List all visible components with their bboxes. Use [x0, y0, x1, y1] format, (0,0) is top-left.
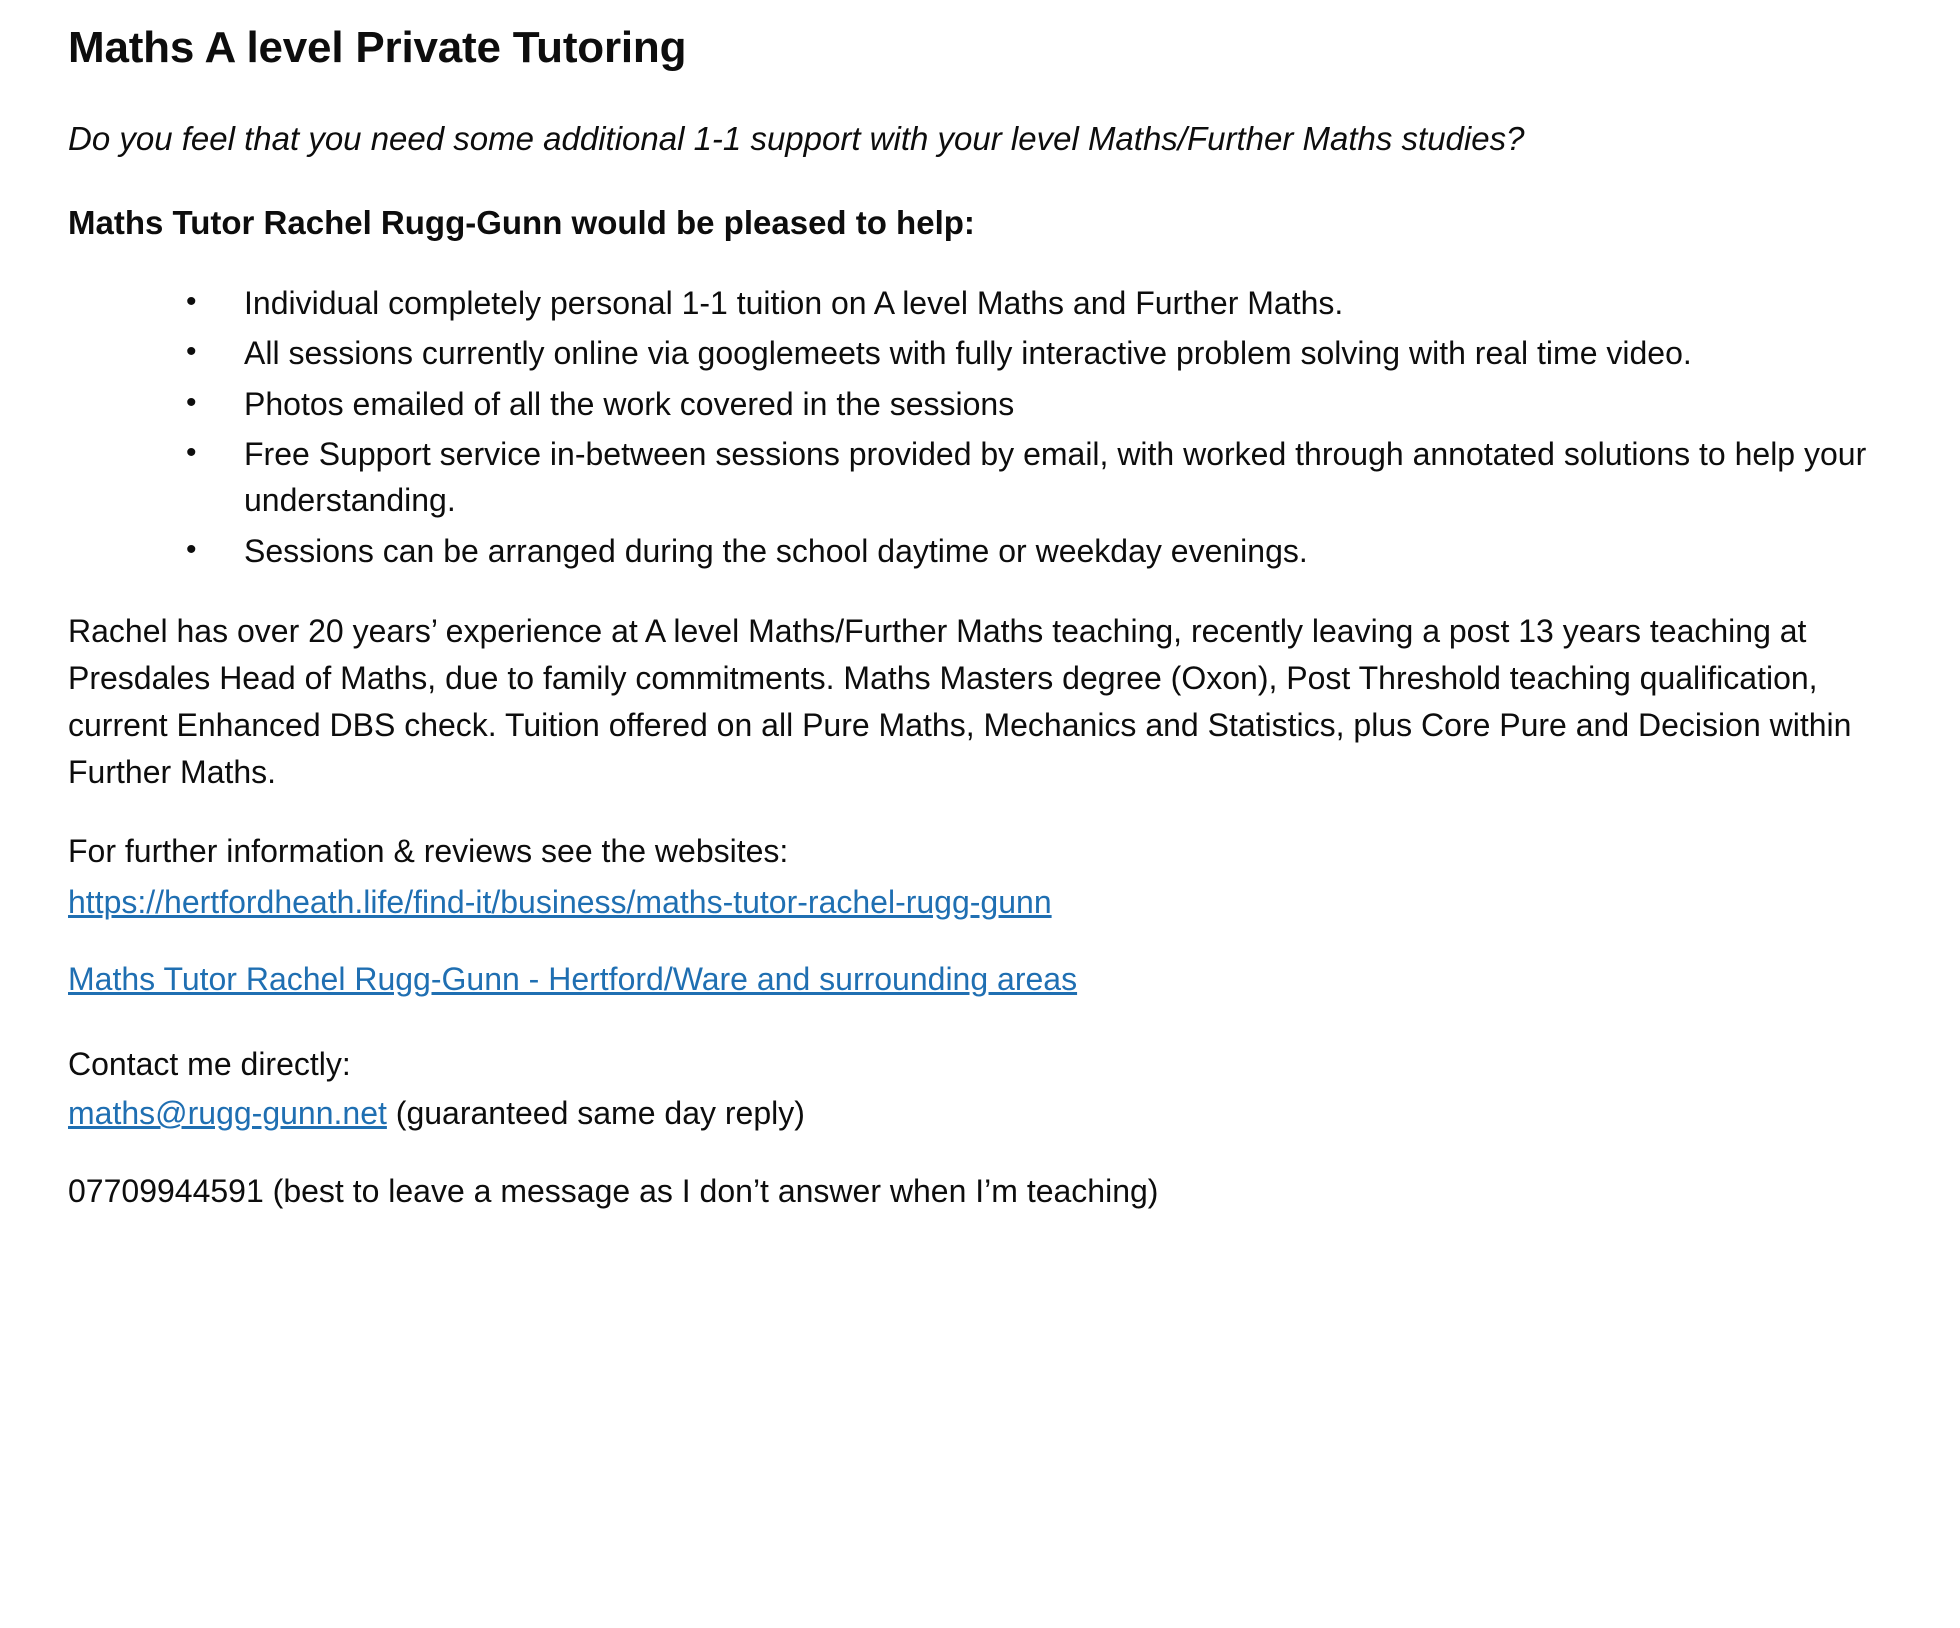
list-item	[68, 330, 1900, 376]
email-link[interactable]: maths@rugg-gunn.net	[68, 1095, 387, 1132]
phone-line: 07709944591 (best to leave a message as I don’t answer when I’m teaching)	[68, 1172, 1159, 1209]
features-list	[68, 280, 1900, 574]
list-item	[68, 528, 1900, 574]
page-title: Maths A level Private Tutoring	[68, 23, 687, 72]
website-named-line	[68, 956, 1900, 1003]
lead-paragraph: Do you feel that you need some additional 1-1 support with your level Maths/Further Maths studies?	[68, 119, 1525, 157]
list-item-text: Sessions can be arranged during the school daytime or weekday evenings.	[244, 532, 1308, 569]
website-url-line	[68, 879, 1900, 926]
list-item-text: All sessions currently online via googlemeets with fully interactive problem solving with real time video.	[244, 335, 1692, 372]
list-item-text: Free Support service in-between sessions provided by email, with worked through annotated solutions to help your understanding.	[244, 436, 1867, 519]
bullet-icon: •	[186, 532, 197, 566]
list-item	[68, 381, 1900, 427]
list-item	[68, 280, 1900, 326]
email-line	[68, 1090, 1900, 1137]
bullet-icon: •	[186, 385, 197, 419]
bullet-icon: •	[186, 436, 197, 470]
website-url-link[interactable]: https://hertfordheath.life/find-it/business/maths-tutor-rachel-rugg-gunn	[68, 884, 1052, 921]
biography-paragraph: Rachel has over 20 years’ experience at A level Maths/Further Maths teaching, recently leaving a post 13 years teaching at Presdales Head of Maths, due to family commitments. Maths Masters degree (Oxon), Post Threshold teaching qualification, current Enhanced DBS check. Tuition offered on all Pure Maths, Mechanics and Statistics, plus Core Pure and Decision within Further Maths.	[68, 613, 1852, 791]
subheading: Maths Tutor Rachel Rugg-Gunn would be pleased to help:	[68, 204, 975, 242]
website-named-link[interactable]: Maths Tutor Rachel Rugg-Gunn - Hertford/Ware and surrounding areas	[68, 961, 1078, 998]
bullet-icon: •	[186, 284, 197, 318]
contact-label: Contact me directly:	[68, 1046, 351, 1083]
list-item-text: Individual completely personal 1-1 tuition on A level Maths and Further Maths.	[244, 284, 1344, 321]
list-item	[68, 431, 1900, 524]
email-note: (guaranteed same day reply)	[386, 1095, 805, 1132]
bullet-icon: •	[186, 335, 197, 369]
list-item-text: Photos emailed of all the work covered in the sessions	[244, 385, 1015, 422]
further-info-label: For further information & reviews see the websites:	[68, 833, 789, 870]
